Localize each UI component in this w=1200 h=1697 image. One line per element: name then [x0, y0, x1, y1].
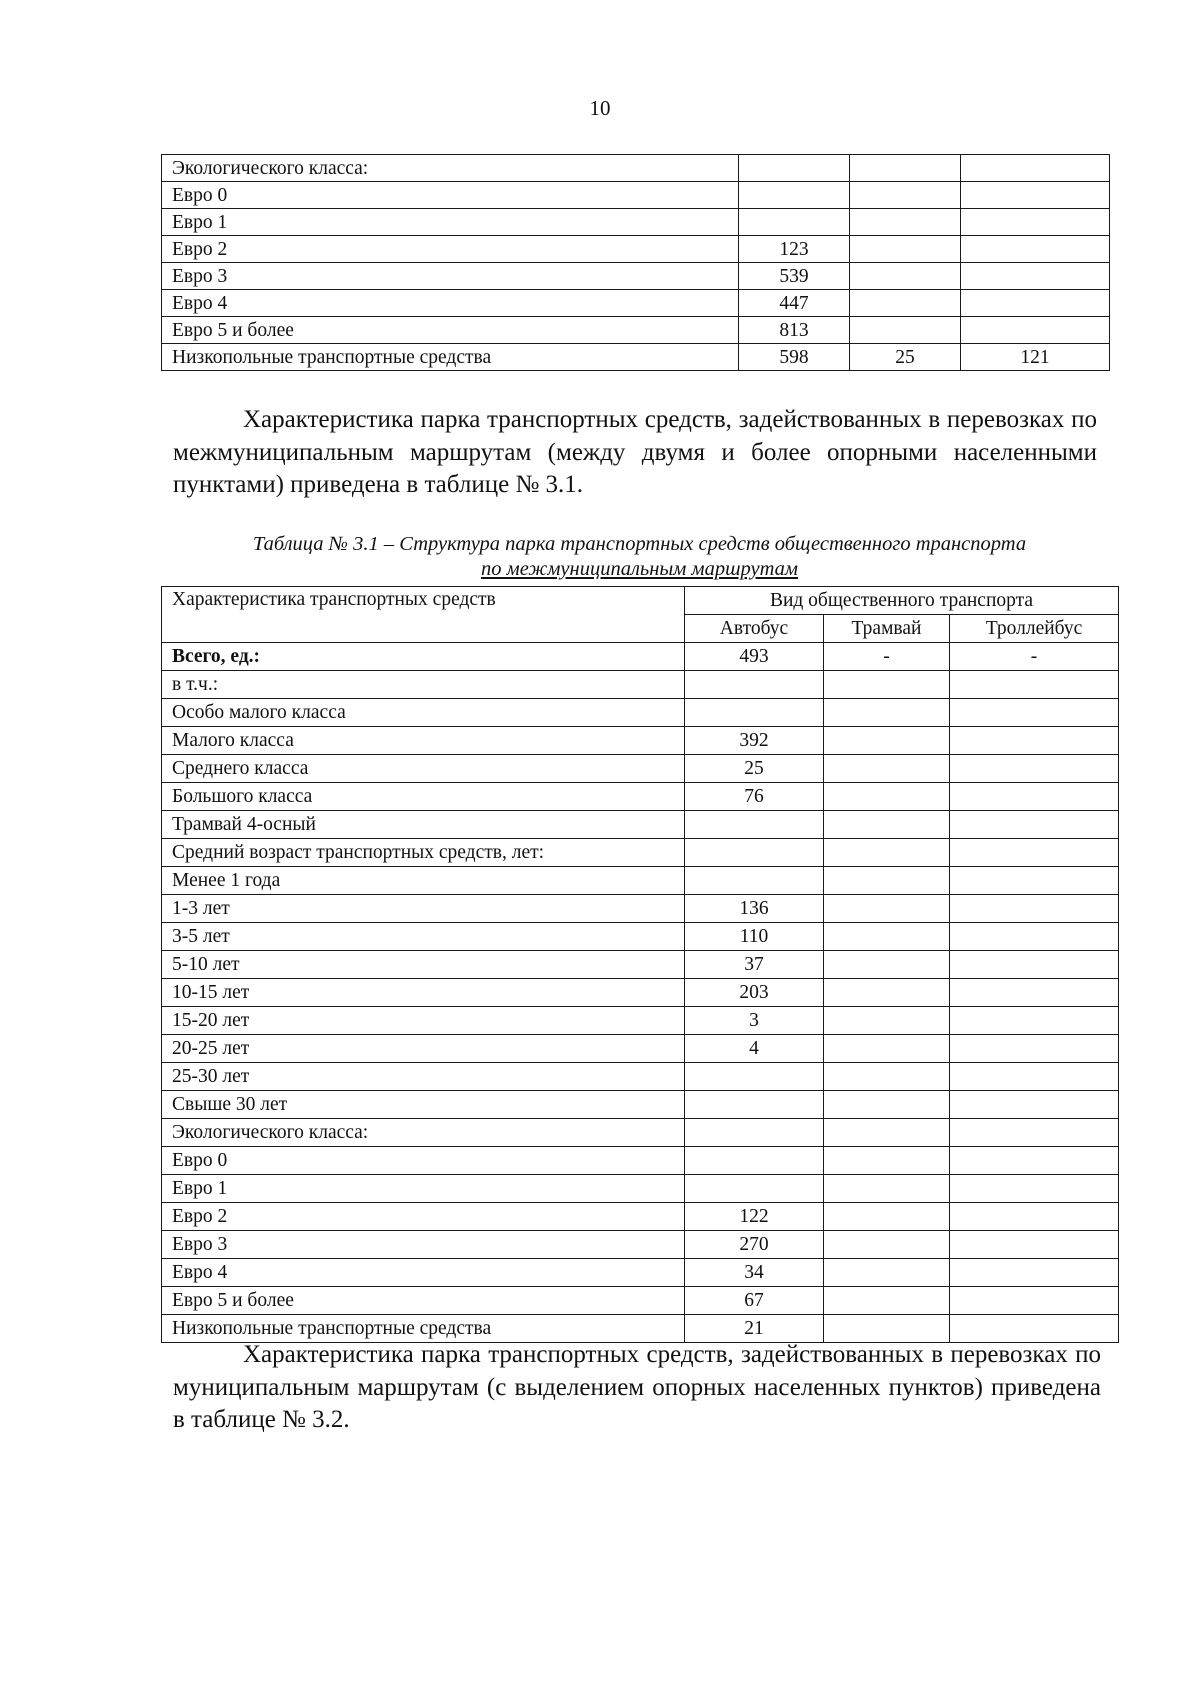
tram-value: 25 — [850, 344, 961, 371]
trolley-value: 121 — [961, 344, 1110, 371]
trolley-value — [950, 1063, 1119, 1091]
trolley-value — [950, 867, 1119, 895]
table-row — [162, 344, 1110, 371]
trolley-value — [950, 783, 1119, 811]
trolley-value — [961, 209, 1110, 236]
trolley-value — [961, 317, 1110, 344]
bus-value: 34 — [685, 1259, 824, 1287]
bus-value: 122 — [685, 1203, 824, 1231]
row-label: 3-5 лет — [162, 923, 685, 951]
trolley-value — [950, 1147, 1119, 1175]
trolley-value — [961, 236, 1110, 263]
column-bus: Автобус — [685, 615, 824, 643]
trolley-value — [950, 895, 1119, 923]
table-row — [162, 1203, 1119, 1231]
row-label: Евро 2 — [162, 236, 739, 263]
header-group: Вид общественного транспорта — [685, 587, 1119, 615]
bus-value — [685, 839, 824, 867]
row-label: Евро 5 и более — [162, 1287, 685, 1315]
trolley-value — [950, 1007, 1119, 1035]
table-row — [162, 317, 1110, 344]
trolley-value — [950, 1175, 1119, 1203]
table-row — [162, 1119, 1119, 1147]
bus-value — [685, 671, 824, 699]
row-label: Евро 1 — [162, 1175, 685, 1203]
trolley-value — [950, 1287, 1119, 1315]
bus-value: 136 — [685, 895, 824, 923]
bus-value: 598 — [739, 344, 850, 371]
table-caption — [161, 532, 1118, 582]
trolley-value — [961, 155, 1110, 182]
bus-value — [685, 1063, 824, 1091]
tram-value — [824, 895, 950, 923]
table-row — [162, 671, 1119, 699]
row-label: Евро 5 и более — [162, 317, 739, 344]
row-label: Евро 0 — [162, 1147, 685, 1175]
trolley-value — [950, 951, 1119, 979]
row-label: Евро 0 — [162, 182, 739, 209]
row-label: Евро 3 — [162, 263, 739, 290]
row-label: Свыше 30 лет — [162, 1091, 685, 1119]
row-label: Евро 4 — [162, 1259, 685, 1287]
trolley-value — [950, 1231, 1119, 1259]
row-label: Экологического класса: — [162, 155, 739, 182]
tram-value — [824, 1203, 950, 1231]
table-row — [162, 1035, 1119, 1063]
trolley-value — [950, 755, 1119, 783]
table-row — [162, 1175, 1119, 1203]
table-row — [162, 236, 1110, 263]
main-table — [161, 586, 1119, 1343]
row-label: Большого класса — [162, 783, 685, 811]
tram-value — [824, 783, 950, 811]
paragraph-1: Характеристика парка транспортных средств, задействованных в перевозках по межмуниципальным маршрутам (между двумя и более опорными населенными пунктами) приведена в таблице № 3.1. — [173, 406, 1097, 498]
table-caption-line1: Таблица № 3.1 – Структура парка транспортных средств общественного транспорта — [252, 533, 1027, 555]
bus-value — [685, 811, 824, 839]
trolley-value — [950, 1091, 1119, 1119]
main-table-body — [162, 643, 1119, 1343]
table-row — [162, 1259, 1119, 1287]
table-row — [162, 783, 1119, 811]
tram-value — [850, 263, 961, 290]
bus-value — [685, 867, 824, 895]
column-trolley: Троллейбус — [950, 615, 1119, 643]
tram-value — [824, 699, 950, 727]
bus-value — [685, 1175, 824, 1203]
row-label: Особо малого класса — [162, 699, 685, 727]
tram-value — [850, 155, 961, 182]
trolley-value — [961, 182, 1110, 209]
bus-value: 539 — [739, 263, 850, 290]
bus-value: 110 — [685, 923, 824, 951]
paragraph-2: Характеристика парка транспортных средств, задействованных в перевозках по муниципальным маршрутам (с выделением опорных населенных пунктов) приведена в таблице № 3.2. — [173, 1341, 1101, 1433]
table-row — [162, 263, 1110, 290]
trolley-value — [950, 1035, 1119, 1063]
tram-value — [850, 317, 961, 344]
bus-value: 76 — [685, 783, 824, 811]
trolley-value — [950, 671, 1119, 699]
trolley-value — [950, 1119, 1119, 1147]
row-label: Всего, ед.: — [162, 643, 685, 671]
table-row — [162, 209, 1110, 236]
tram-value — [824, 1147, 950, 1175]
tram-value — [824, 923, 950, 951]
tram-value — [824, 1063, 950, 1091]
table-row — [162, 1007, 1119, 1035]
bus-value: 37 — [685, 951, 824, 979]
tram-value: - — [824, 643, 950, 671]
row-label: 5-10 лет — [162, 951, 685, 979]
row-label: 15-20 лет — [162, 1007, 685, 1035]
trolley-value — [950, 1203, 1119, 1231]
table-row — [162, 1063, 1119, 1091]
bus-value — [685, 699, 824, 727]
table-row — [162, 867, 1119, 895]
tram-value — [824, 671, 950, 699]
table-row — [162, 182, 1110, 209]
table-caption-line2: по межмуниципальным маршрутам — [480, 558, 799, 580]
tram-value — [850, 182, 961, 209]
tram-value — [850, 290, 961, 317]
tram-value — [824, 951, 950, 979]
row-label: Низкопольные транспортные средства — [162, 1315, 685, 1343]
bus-value: 67 — [685, 1287, 824, 1315]
tram-value — [824, 1091, 950, 1119]
column-tram: Трамвай — [824, 615, 950, 643]
tram-value — [824, 1035, 950, 1063]
bus-value — [739, 155, 850, 182]
trolley-value — [950, 839, 1119, 867]
bus-value: 447 — [739, 290, 850, 317]
main-table-header-row — [162, 587, 1119, 615]
trolley-value — [950, 727, 1119, 755]
row-label: Средний возраст транспортных средств, лет: — [162, 839, 685, 867]
row-label: Малого класса — [162, 727, 685, 755]
tram-value — [824, 1175, 950, 1203]
table-row — [162, 290, 1110, 317]
tram-value — [850, 209, 961, 236]
trolley-value — [950, 979, 1119, 1007]
tram-value — [824, 811, 950, 839]
trolley-value — [950, 699, 1119, 727]
bus-value — [685, 1147, 824, 1175]
table-row — [162, 979, 1119, 1007]
trolley-value — [961, 263, 1110, 290]
trolley-value — [950, 1259, 1119, 1287]
table-row — [162, 811, 1119, 839]
tram-value — [824, 755, 950, 783]
bus-value: 493 — [685, 643, 824, 671]
bus-value — [685, 1119, 824, 1147]
tram-value — [824, 867, 950, 895]
row-label: Менее 1 года — [162, 867, 685, 895]
tram-value — [824, 1119, 950, 1147]
table-row — [162, 155, 1110, 182]
trolley-value — [950, 811, 1119, 839]
trolley-value: - — [950, 643, 1119, 671]
row-label: Экологического класса: — [162, 1119, 685, 1147]
row-label: 1-3 лет — [162, 895, 685, 923]
tram-value — [824, 1231, 950, 1259]
bus-value: 3 — [685, 1007, 824, 1035]
table-row — [162, 699, 1119, 727]
row-label: Трамвай 4-осный — [162, 811, 685, 839]
tram-value — [850, 236, 961, 263]
bus-value: 25 — [685, 755, 824, 783]
tram-value — [824, 839, 950, 867]
row-label: Евро 2 — [162, 1203, 685, 1231]
table-row — [162, 1147, 1119, 1175]
bus-value: 203 — [685, 979, 824, 1007]
page-number: 10 — [589, 96, 611, 120]
bus-value: 21 — [685, 1315, 824, 1343]
bus-value — [739, 209, 850, 236]
bus-value: 270 — [685, 1231, 824, 1259]
row-label: Среднего класса — [162, 755, 685, 783]
table-row — [162, 643, 1119, 671]
table-row — [162, 1231, 1119, 1259]
bus-value: 123 — [739, 236, 850, 263]
table-row — [162, 839, 1119, 867]
tram-value — [824, 727, 950, 755]
bus-value — [739, 182, 850, 209]
bus-value: 4 — [685, 1035, 824, 1063]
table-row — [162, 1091, 1119, 1119]
row-label: Евро 1 — [162, 209, 739, 236]
table-row — [162, 1287, 1119, 1315]
row-label: Евро 4 — [162, 290, 739, 317]
table-row — [162, 951, 1119, 979]
row-label: в т.ч.: — [162, 671, 685, 699]
row-label: Низкопольные транспортные средства — [162, 344, 739, 371]
tram-value — [824, 1007, 950, 1035]
row-label: 20-25 лет — [162, 1035, 685, 1063]
top-table-body — [162, 155, 1110, 371]
trolley-value — [961, 290, 1110, 317]
bus-value: 392 — [685, 727, 824, 755]
table-row — [162, 923, 1119, 951]
table-row — [162, 755, 1119, 783]
header-label: Характеристика транспортных средств — [162, 587, 685, 643]
trolley-value — [950, 923, 1119, 951]
tram-value — [824, 1259, 950, 1287]
bus-value: 813 — [739, 317, 850, 344]
table-row — [162, 727, 1119, 755]
table-row — [162, 895, 1119, 923]
top-table — [161, 154, 1110, 371]
row-label: Евро 3 — [162, 1231, 685, 1259]
bus-value — [685, 1091, 824, 1119]
tram-value — [824, 979, 950, 1007]
row-label: 10-15 лет — [162, 979, 685, 1007]
tram-value — [824, 1287, 950, 1315]
row-label: 25-30 лет — [162, 1063, 685, 1091]
